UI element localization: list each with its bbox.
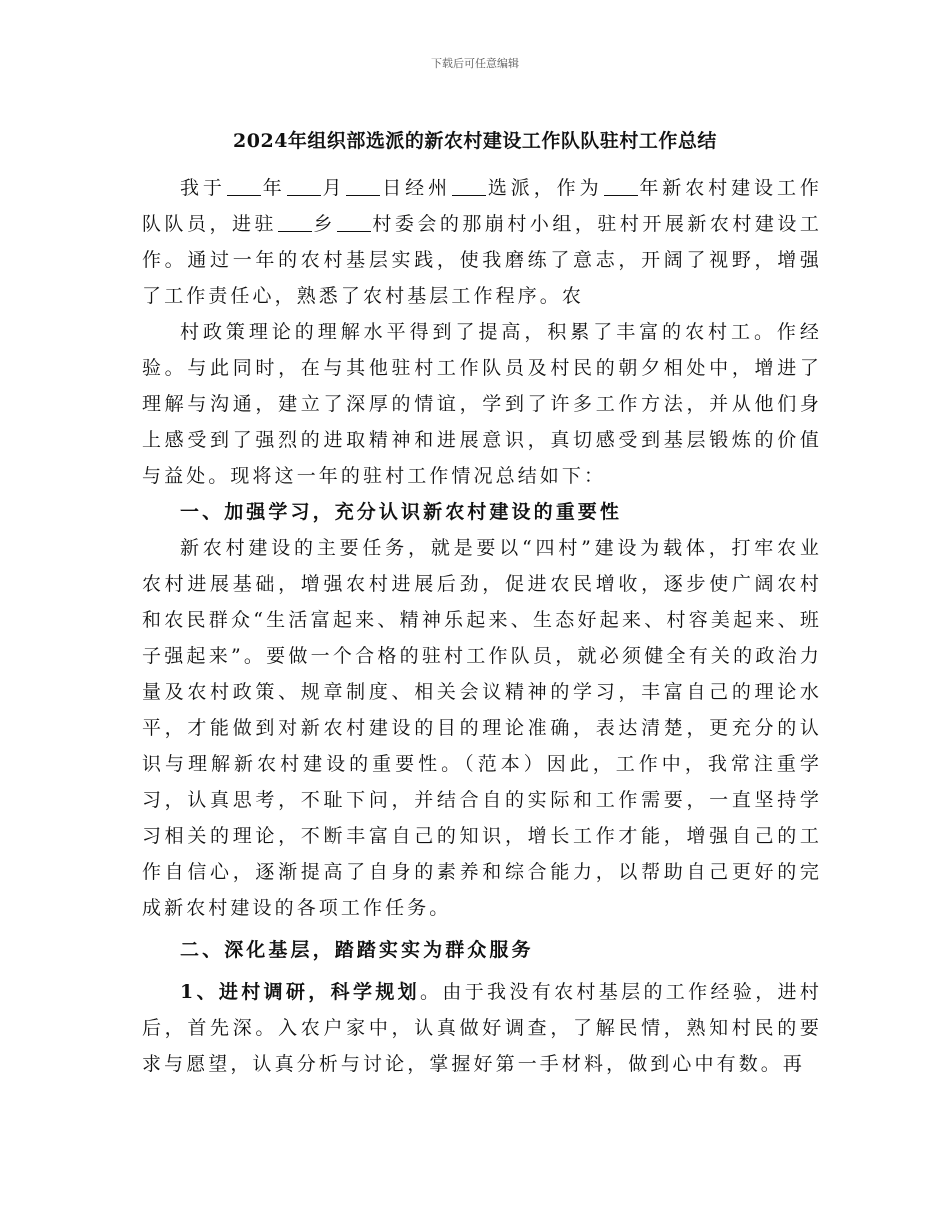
blank-field <box>287 177 321 196</box>
section-1-paragraph: 新农村建设的主要任务，就是要以“四村”建设为载体，打牢农业农村进展基础，增强农村进展后劲，促进农民增收，逐步使广阔农村和农民群众“生活富起来、精神乐起来、生态好起来、村容美起来、班子强起来”。要做一个合格的驻村工作队员，就必须健全有关的政治力量及农村政策、规章制度、相关会议精神的学习，丰富自己的理论水平，才能做到对新农村建设的目的理论准确，表达清楚，更充分的认识与理解新农村建设的重要性。（范本）因此，工作中，我常注重学习，认真思考，不耻下问，并结合自的实际和工作需要，一直坚持学习相关的理论，不断丰富自己的知识，增长工作才能，增强自己的工作自信心，逐渐提高了自身的素养和综合能力，以帮助自己更好的完成新农村建设的各项工作任务。 <box>142 537 822 919</box>
intro-text: 选派，作为 <box>487 177 603 199</box>
intro-text: 村委会的那崩村小组，驻村开展新农村建设工作。通过一年的农村基层实践，使我磨练了意志，开阔了视野，增强了工作责任心，熟悉了农村基层工作程序。农 <box>142 213 822 307</box>
intro-text: 乡 <box>313 213 336 235</box>
intro-text: 年 <box>261 177 286 199</box>
section-2-sub-1-title: 1、进村调研，科学规划 <box>180 981 421 1003</box>
section-2-sub-1-paragraph <box>142 974 822 1082</box>
intro-text: 日经州 <box>381 177 452 199</box>
intro-text: 月 <box>321 177 346 199</box>
section-1-heading: 一、加强学习，充分认识新农村建设的重要性 <box>180 501 623 523</box>
section-2-sub-1-body: 。由于我没有农村基层的工作经验，进村后，首先深。入农户家中，认真做好调查，了解民情，熟知村民的要求与愿望，认真分析与讨论，掌握好第一手材料，做到心中有数。再 <box>142 981 822 1075</box>
document-body <box>142 170 822 1082</box>
section-2-heading: 二、深化基层，踏踏实实为群众服务 <box>180 939 534 961</box>
blank-field <box>278 213 312 232</box>
intro-paragraph-1 <box>142 170 822 314</box>
intro-paragraph-2: 村政策理论的理解水平得到了提高，积累了丰富的农村工。作经验。与此同时，在与其他驻村工作队员及村民的朝夕相处中，增进了理解与沟通，建立了深厚的情谊，学到了许多工作方法，并从他们身上感受到了强烈的进取精神和进展意识，真切感受到基层锻炼的价值与益处。现将这一年的驻村工作情况总结如下： <box>142 321 822 487</box>
blank-field <box>227 177 261 196</box>
intro-text: 年新农村建设工作队队员，进驻 <box>142 177 822 235</box>
page-header-note: 下载后可任意编辑 <box>431 57 519 70</box>
blank-field <box>604 177 638 196</box>
blank-field <box>337 213 371 232</box>
intro-text: 我于 <box>180 177 226 199</box>
blank-field <box>346 177 380 196</box>
blank-field <box>452 177 486 196</box>
document-title: 2024年组织部选派的新农村建设工作队队驻村工作总结 <box>233 130 717 152</box>
